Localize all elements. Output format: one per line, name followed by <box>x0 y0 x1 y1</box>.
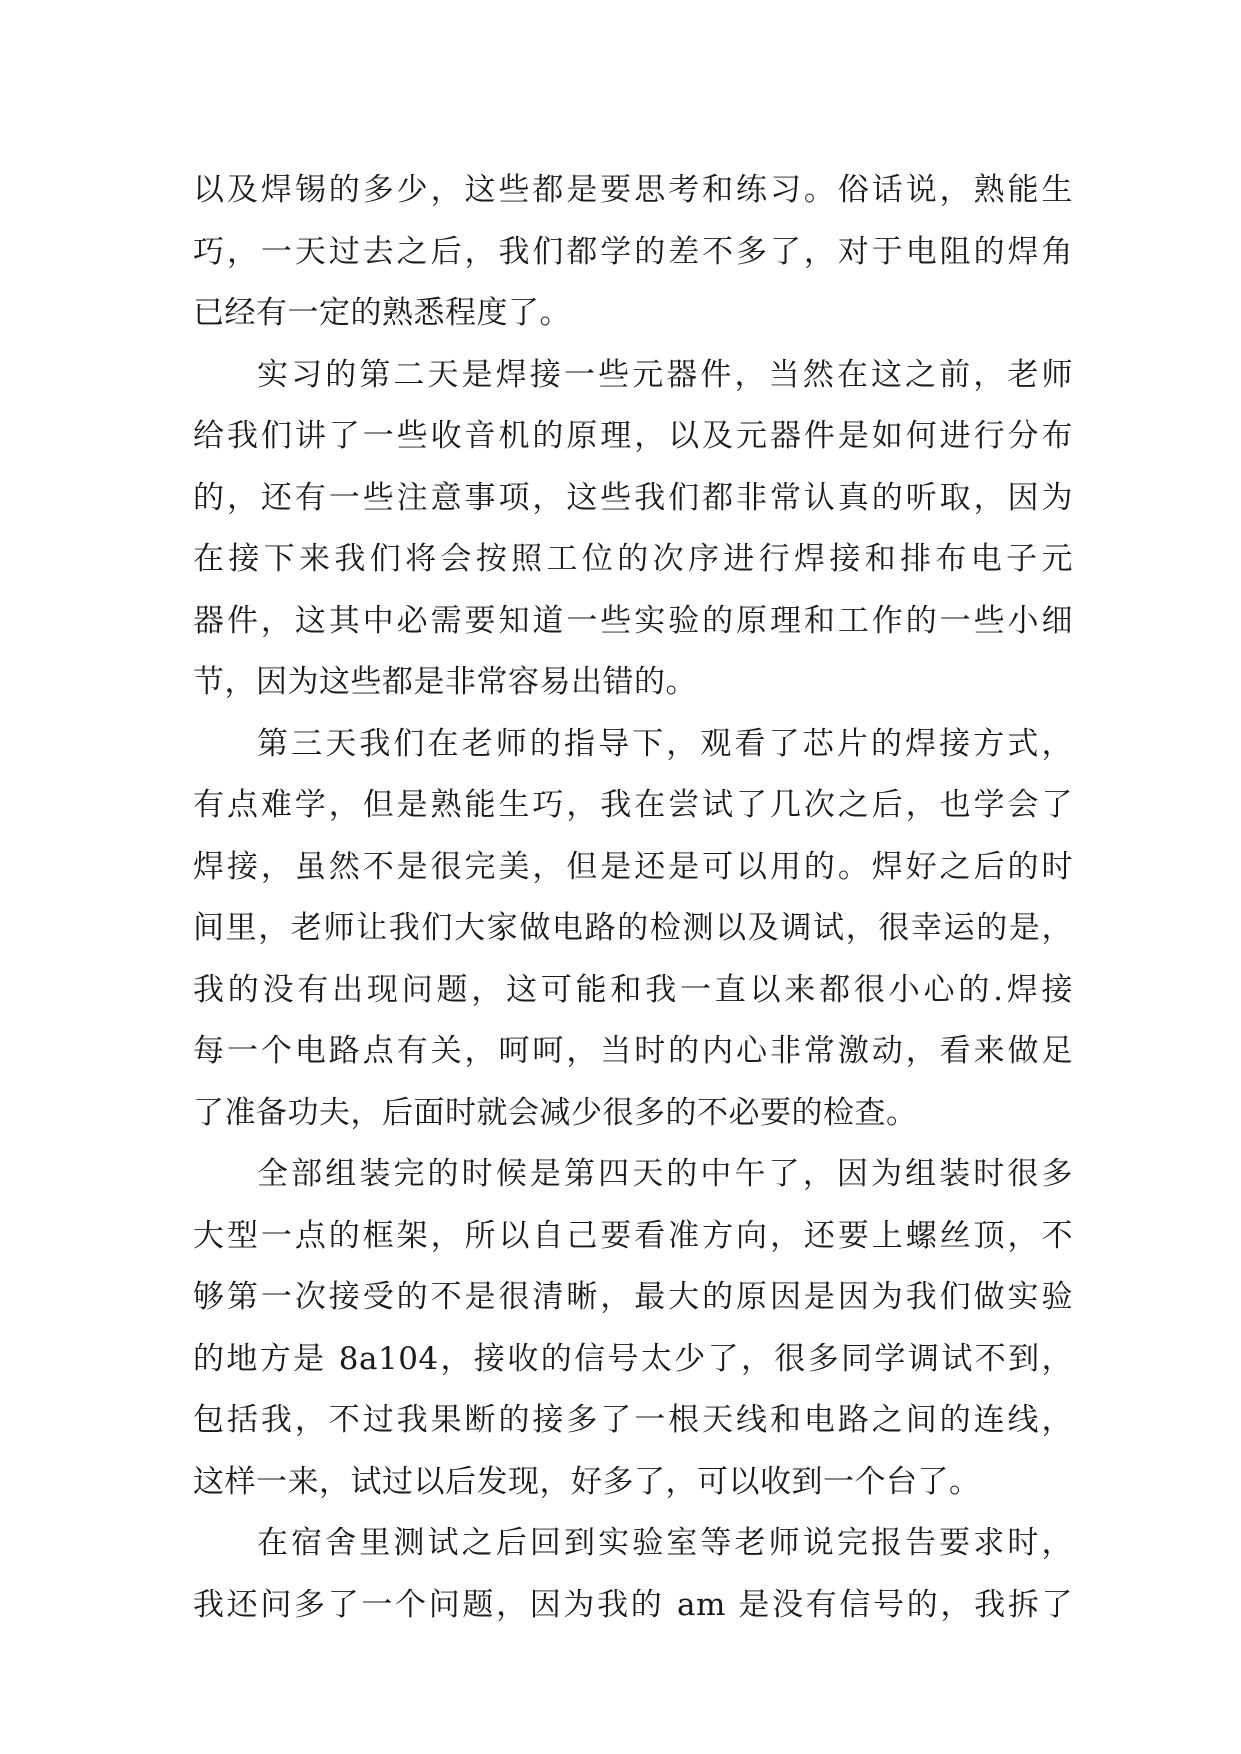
text-line: 节，因为这些都是非常容易出错的。 <box>193 664 697 700</box>
text-line: 在接下来我们将会按照工位的次序进行焊接和排布电子元 <box>193 541 1073 577</box>
text-line: 包括我，不过我果断的接多了一根天线和电路之间的连线， <box>193 1402 1073 1438</box>
text-line: 已经有一定的熟悉程度了。 <box>193 295 571 331</box>
text-line: 够第一次接受的不是很清晰，最大的原因是因为我们做实验 <box>193 1279 1073 1315</box>
text-line: 我还问多了一个问题，因为我的 am 是没有信号的，我拆了 <box>193 1586 1073 1623</box>
document-body <box>193 160 1073 1636</box>
text-line: 的地方是 8a104，接收的信号太少了，很多同学调试不到， <box>193 1340 1073 1377</box>
text-line: 有点难学，但是熟能生巧，我在尝试了几次之后，也学会了 <box>193 787 1073 823</box>
text-line: 了准备功夫，后面时就会减少很多的不必要的检查。 <box>193 1094 918 1131</box>
text-line: 第三天我们在老师的指导下，观看了芯片的焊接方式， <box>257 725 1073 762</box>
text-line: 器件，这其中必需要知道一些实验的原理和工作的一些小细 <box>193 602 1073 639</box>
paragraph <box>193 1144 1073 1513</box>
text-line: 以及焊锡的多少，这些都是要思考和练习。俗话说，熟能生 <box>193 172 1073 208</box>
text-line: 全部组装完的时候是第四天的中午了，因为组装时很多 <box>257 1156 1073 1192</box>
text-line: 这样一来，试过以后发现，好多了，可以收到一个台了。 <box>193 1463 981 1500</box>
text-line: 给我们讲了一些收音机的原理，以及元器件是如何进行分布 <box>193 418 1073 454</box>
text-line: 大型一点的框架，所以自己要看准方向，还要上螺丝顶，不 <box>193 1217 1073 1254</box>
text-line: 间里，老师让我们大家做电路的检测以及调试，很幸运的是， <box>193 910 1073 946</box>
text-line: 每一个电路点有关，呵呵，当时的内心非常激动，看来做足 <box>193 1033 1073 1069</box>
text-line: 我的没有出现问题，这可能和我一直以来都很小心的.焊接 <box>193 971 1073 1008</box>
text-line: 在宿舍里测试之后回到实验室等老师说完报告要求时， <box>257 1525 1073 1561</box>
text-line: 焊接，虽然不是很完美，但是还是可以用的。焊好之后的时 <box>193 848 1073 885</box>
text-line: 实习的第二天是焊接一些元器件，当然在这之前，老师 <box>257 356 1073 393</box>
paragraph <box>193 1513 1073 1636</box>
paragraph <box>193 345 1073 714</box>
paragraph <box>193 160 1073 345</box>
text-line: 巧，一天过去之后，我们都学的差不多了，对于电阻的焊角 <box>193 233 1073 270</box>
paragraph <box>193 714 1073 1145</box>
text-line: 的，还有一些注意事项，这些我们都非常认真的听取，因为 <box>193 479 1073 516</box>
